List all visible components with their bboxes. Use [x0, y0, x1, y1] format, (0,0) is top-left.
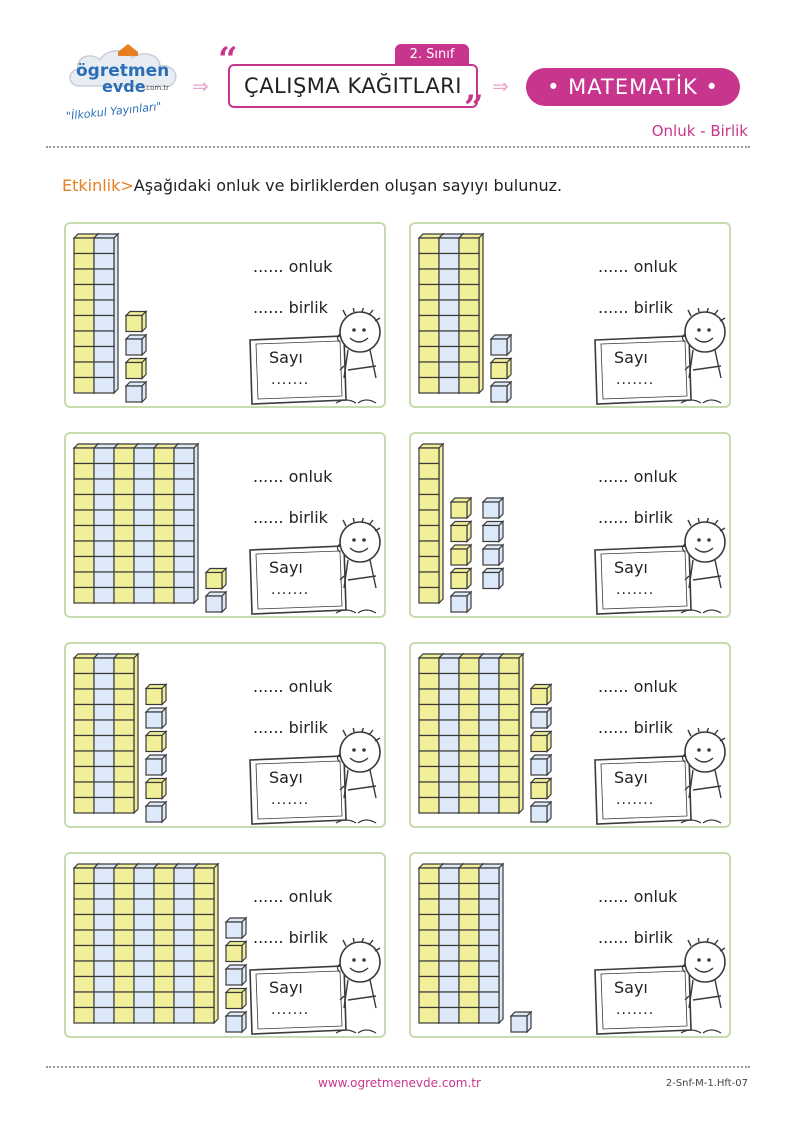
number-sign-label: Sayı	[269, 558, 303, 577]
tens-rod	[499, 654, 523, 813]
ones-answer-label: ...... birlik	[598, 298, 673, 317]
ones-answer-label: ...... birlik	[253, 508, 328, 527]
ones-cube	[451, 545, 471, 565]
ones-cube	[483, 545, 503, 565]
tens-rod	[459, 234, 483, 393]
exercise-card	[64, 222, 386, 408]
logo-tagline: "İlkokul Yayınları"	[65, 99, 163, 123]
number-answer-blank: .......	[271, 582, 310, 598]
exercise-card	[64, 642, 386, 828]
number-answer-blank: .......	[616, 792, 655, 808]
tens-answer-label: ...... onluk	[598, 887, 678, 906]
tens-answer-label: ...... onluk	[598, 467, 678, 486]
divider-top	[46, 146, 750, 148]
exercise-card	[64, 852, 386, 1038]
tens-rod	[419, 444, 443, 603]
ones-cube	[126, 312, 146, 332]
logo-domain: .com.tr	[144, 84, 170, 92]
footer-code: 2-Snf-M-1.Hft-07	[665, 1078, 748, 1089]
ones-cube	[491, 335, 511, 355]
ones-cube	[126, 382, 146, 402]
number-sign-label: Sayı	[269, 348, 303, 367]
ones-cube	[226, 918, 246, 938]
ones-cube	[451, 522, 471, 542]
ones-cube	[146, 732, 166, 752]
number-sign-label: Sayı	[269, 768, 303, 787]
exercise-card	[409, 642, 731, 828]
footer-url[interactable]: www.ogretmenevde.com.tr	[318, 1076, 481, 1090]
page-title: ÇALIŞMA KAĞITLARI	[244, 74, 462, 98]
ones-cube	[531, 685, 551, 705]
tens-rod	[174, 444, 198, 603]
topic-label: Onluk - Birlik	[651, 122, 748, 140]
ones-answer-label: ...... birlik	[253, 718, 328, 737]
ones-answer-label: ...... birlik	[253, 928, 328, 947]
number-sign-label: Sayı	[614, 558, 648, 577]
number-sign-label: Sayı	[269, 978, 303, 997]
ones-cube	[146, 755, 166, 775]
number-answer-blank: .......	[616, 582, 655, 598]
activity-tag: Etkinlik	[62, 176, 121, 195]
child-holding-sign-illustration	[236, 518, 386, 618]
grade-badge: 2. Sınıf	[395, 44, 469, 66]
tens-answer-label: ...... onluk	[253, 257, 333, 276]
ones-cube	[491, 359, 511, 379]
exercise-card	[64, 432, 386, 618]
ones-cube	[146, 685, 166, 705]
tens-rod	[194, 864, 218, 1023]
ones-answer-label: ...... birlik	[598, 928, 673, 947]
logo-brand-bottom: evde	[102, 77, 146, 96]
ones-cube	[206, 569, 226, 589]
exercise-card	[409, 432, 731, 618]
title-box	[228, 64, 478, 108]
tens-answer-label: ...... onluk	[598, 677, 678, 696]
header-arrow-right: ⇒	[492, 74, 509, 98]
number-sign-label: Sayı	[614, 768, 648, 787]
quote-open: “	[218, 40, 238, 80]
number-sign-label: Sayı	[614, 348, 648, 367]
number-answer-blank: .......	[616, 1002, 655, 1018]
child-holding-sign-illustration	[581, 728, 731, 828]
ones-cube	[531, 779, 551, 799]
ones-answer-label: ...... birlik	[253, 298, 328, 317]
publisher-logo	[62, 42, 190, 124]
subject-pill: • MATEMATİK •	[526, 68, 740, 106]
child-holding-sign-illustration	[581, 518, 731, 618]
ones-cube	[531, 755, 551, 775]
logo-brand-top: ögretmen	[76, 61, 170, 81]
child-holding-sign-illustration	[581, 308, 731, 408]
tens-answer-label: ...... onluk	[253, 467, 333, 486]
ones-cube	[531, 708, 551, 728]
ones-answer-label: ...... birlik	[598, 718, 673, 737]
divider-bottom	[46, 1066, 750, 1068]
ones-cube	[491, 382, 511, 402]
child-holding-sign-illustration	[236, 308, 386, 408]
exercise-card	[409, 852, 731, 1038]
tens-answer-label: ...... onluk	[598, 257, 678, 276]
ones-cube	[146, 708, 166, 728]
ones-cube	[483, 569, 503, 589]
number-sign-label: Sayı	[614, 978, 648, 997]
activity-tag-separator: >	[120, 176, 134, 195]
ones-cube	[483, 522, 503, 542]
activity-text: Aşağıdaki onluk ve birliklerden oluşan sayıyı bulunuz.	[133, 176, 563, 195]
exercise-card	[409, 222, 731, 408]
ones-cube	[511, 1012, 531, 1032]
ones-cube	[206, 592, 226, 612]
tens-rod	[479, 864, 503, 1023]
ones-cube	[451, 498, 471, 518]
ones-cube	[126, 335, 146, 355]
child-holding-sign-illustration	[236, 938, 386, 1038]
quote-close: ”	[464, 88, 484, 128]
number-answer-blank: .......	[616, 372, 655, 388]
ones-cube	[146, 802, 166, 822]
tens-answer-label: ...... onluk	[253, 677, 333, 696]
ones-cube	[531, 802, 551, 822]
ones-cube	[451, 569, 471, 589]
ones-cube	[451, 592, 471, 612]
ones-answer-label: ...... birlik	[598, 508, 673, 527]
child-holding-sign-illustration	[581, 938, 731, 1038]
tens-answer-label: ...... onluk	[253, 887, 333, 906]
header-arrow-left: ⇒	[192, 74, 209, 98]
ones-cube	[146, 779, 166, 799]
tens-rod	[114, 654, 138, 813]
ones-cube	[483, 498, 503, 518]
tens-rod	[94, 234, 118, 393]
ones-cube	[531, 732, 551, 752]
child-holding-sign-illustration	[236, 728, 386, 828]
number-answer-blank: .......	[271, 792, 310, 808]
number-answer-blank: .......	[271, 372, 310, 388]
ones-cube	[126, 359, 146, 379]
activity-instructions	[62, 176, 562, 195]
number-answer-blank: .......	[271, 1002, 310, 1018]
